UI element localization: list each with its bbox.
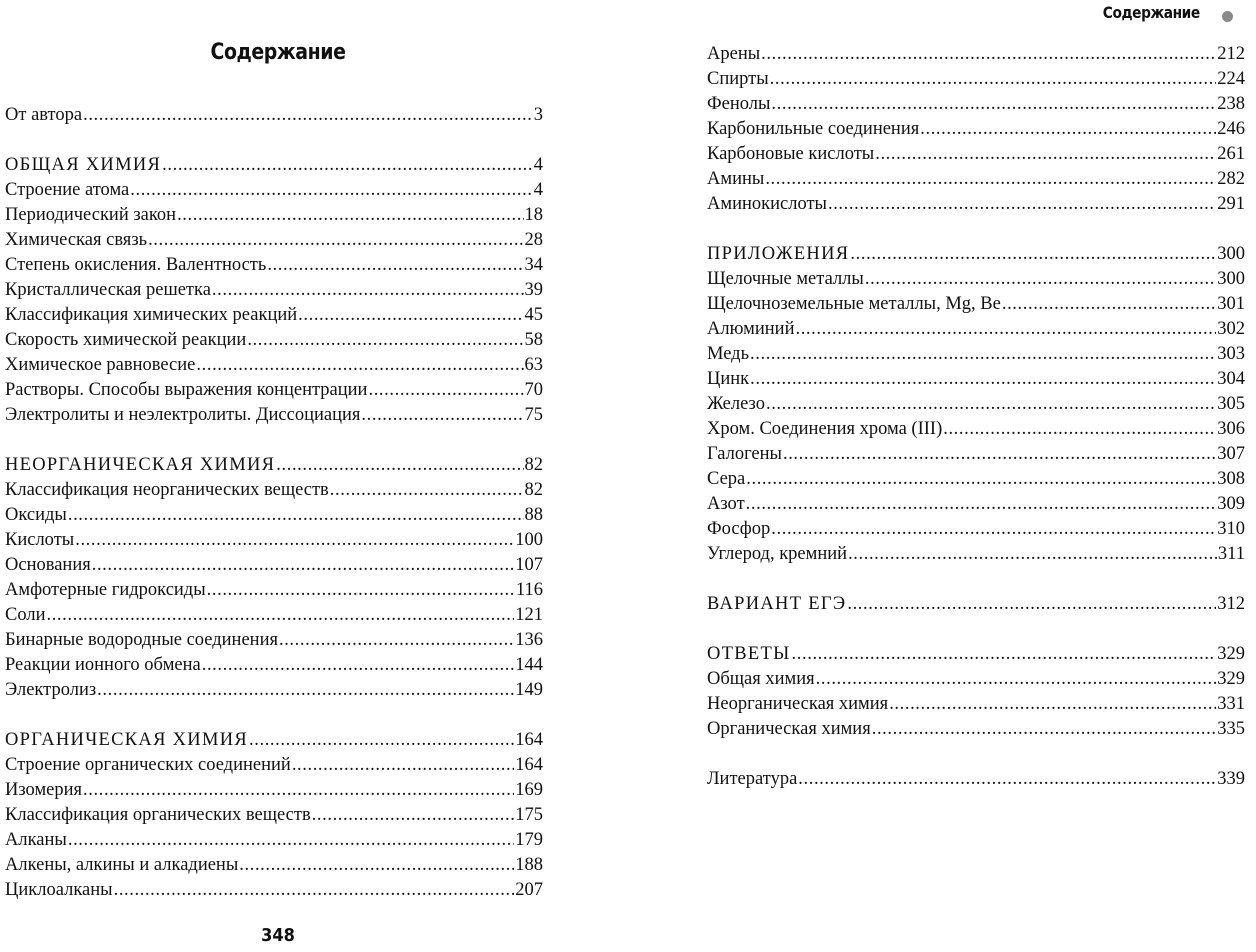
dot-leader — [750, 367, 1216, 392]
toc-section-heading — [5, 453, 543, 478]
toc-entry-label: От автора — [5, 105, 83, 125]
toc-entry — [707, 367, 1245, 392]
toc-entry — [5, 628, 543, 653]
toc-entry — [5, 578, 543, 603]
toc-entry-page: 18 — [524, 205, 543, 225]
toc-entry-label: Химическая связь — [5, 230, 148, 250]
dot-leader — [770, 67, 1217, 92]
toc-entry-label: Алканы — [5, 830, 67, 850]
dot-leader — [847, 592, 1216, 617]
dot-leader — [920, 117, 1216, 142]
toc-entry-page: 179 — [515, 830, 543, 850]
dot-leader — [276, 453, 523, 478]
dot-leader — [771, 92, 1216, 117]
toc-entry — [707, 342, 1245, 367]
dot-leader — [368, 378, 523, 403]
section-gap — [707, 567, 1245, 592]
toc-entry-label: Растворы. Способы выражения концентрации — [5, 380, 368, 400]
section-gap — [707, 217, 1245, 242]
toc-entry-label: Фенолы — [707, 94, 771, 114]
dot-leader — [68, 503, 524, 528]
toc-section-heading — [707, 642, 1245, 667]
toc-entry-label: Циклоалканы — [5, 880, 113, 900]
toc-entry-page: 291 — [1217, 194, 1245, 214]
toc-entry — [5, 803, 543, 828]
toc-entry-label: Строение атома — [5, 180, 130, 200]
toc-entry-page: 45 — [524, 305, 543, 325]
dot-leader — [798, 767, 1216, 792]
toc-entry-page: 63 — [524, 355, 543, 375]
toc-entry-label: Аминокислоты — [707, 194, 827, 214]
toc-entry-page: 308 — [1217, 469, 1245, 489]
toc-entry-page: 58 — [524, 330, 543, 350]
toc-entry-label: ОРГАНИЧЕСКАЯ ХИМИЯ — [5, 730, 249, 750]
toc-entry-page: 302 — [1217, 319, 1245, 339]
toc-entry-label: Цинк — [707, 369, 750, 389]
toc-entry — [5, 378, 543, 403]
toc-entry-page: 149 — [515, 680, 543, 700]
dot-leader — [828, 192, 1216, 217]
toc-entry-page: 224 — [1217, 69, 1245, 89]
dot-leader — [196, 353, 523, 378]
toc-entry-label: Классификация химических реакций — [5, 305, 298, 325]
toc-entry-label: Карбонильные соединения — [707, 119, 920, 139]
toc-entry — [5, 653, 543, 678]
toc-entry-label: Строение органических соединений — [5, 755, 291, 775]
dot-leader — [247, 328, 523, 353]
dot-leader — [92, 553, 515, 578]
toc-entry-page: 28 — [524, 230, 543, 250]
dot-leader — [872, 717, 1217, 742]
page-title: Содержание — [210, 40, 346, 65]
toc-entry-page: 306 — [1217, 419, 1245, 439]
toc-section-heading — [707, 242, 1245, 267]
toc-entry-label: Спирты — [707, 69, 769, 89]
toc-entry-page: 238 — [1217, 94, 1245, 114]
dot-leader — [816, 667, 1217, 692]
dot-leader — [889, 692, 1216, 717]
dot-leader — [850, 242, 1216, 267]
toc-entry-label: Щелочные металлы — [707, 269, 864, 289]
toc-entry-page: 303 — [1217, 344, 1245, 364]
toc-entry — [707, 667, 1245, 692]
toc-entry — [5, 678, 543, 703]
dot-leader — [83, 778, 514, 803]
toc-entry — [5, 753, 543, 778]
toc-entry-label: Азот — [707, 494, 745, 514]
toc-entry-page: 301 — [1217, 294, 1245, 314]
toc-entry-page: 82 — [524, 480, 543, 500]
dot-leader — [783, 442, 1216, 467]
toc-entry-label: Литература — [707, 769, 798, 789]
toc-entry-page: 121 — [515, 605, 543, 625]
toc-entry-label: Основания — [5, 555, 91, 575]
dot-leader — [207, 578, 515, 603]
dot-leader — [771, 517, 1216, 542]
toc-entry — [707, 392, 1245, 417]
toc-entry-label: Органическая химия — [707, 719, 871, 739]
toc-entry-label: Алкены, алкины и алкадиены — [5, 855, 239, 875]
dot-leader — [202, 653, 515, 678]
toc-entry — [5, 828, 543, 853]
toc-entry-label: Углерод, кремний — [707, 544, 848, 564]
dot-leader — [68, 828, 514, 853]
dot-leader — [114, 878, 515, 903]
toc-entry — [707, 692, 1245, 717]
dot-leader — [848, 542, 1217, 567]
dot-leader — [792, 642, 1217, 667]
toc-entry-page: 207 — [515, 880, 543, 900]
toc-entry — [707, 767, 1245, 792]
toc-entry-label: Электролиз — [5, 680, 97, 700]
toc-entry-page: 4 — [533, 180, 543, 200]
section-gap — [707, 617, 1245, 642]
toc-entry — [707, 117, 1245, 142]
toc-entry-label: Классификация неорганических веществ — [5, 480, 329, 500]
toc-entry — [5, 878, 543, 903]
toc-entry-page: 212 — [1217, 44, 1245, 64]
section-gap — [5, 703, 543, 728]
toc-entry-label: Химическое равновесие — [5, 355, 196, 375]
toc-entry-page: 107 — [515, 555, 543, 575]
dot-leader — [177, 203, 523, 228]
toc-entry-page: 311 — [1217, 544, 1245, 564]
toc-entry-page: 164 — [515, 730, 543, 750]
toc-entry-page: 339 — [1217, 769, 1245, 789]
toc-entry-label: Бинарные водородные соединения — [5, 630, 278, 650]
toc-entry-page: 116 — [515, 580, 543, 600]
bullet-dot-icon — [1222, 11, 1233, 22]
toc-entry-label: ОБЩАЯ ХИМИЯ — [5, 155, 162, 175]
toc-entry-page: 329 — [1217, 644, 1245, 664]
dot-leader — [765, 167, 1216, 192]
toc-entry — [707, 267, 1245, 292]
dot-leader — [361, 403, 523, 428]
toc-entry-label: Карбоновые кислоты — [707, 144, 875, 164]
toc-entry-page: 39 — [524, 280, 543, 300]
dot-leader — [162, 153, 533, 178]
toc-entry-label: Амины — [707, 169, 765, 189]
toc-entry-label: Галогены — [707, 444, 782, 464]
toc-left — [5, 103, 543, 903]
toc-entry-page: 304 — [1217, 369, 1245, 389]
toc-entry-label: Электролиты и неэлектролиты. Диссоциация — [5, 405, 361, 425]
toc-entry — [707, 167, 1245, 192]
toc-entry-page: 100 — [515, 530, 543, 550]
toc-entry — [5, 253, 543, 278]
toc-entry-page: 75 — [524, 405, 543, 425]
toc-entry-label: Щелочноземельные металлы, Mg, Be — [707, 294, 1001, 314]
dot-leader — [46, 603, 514, 628]
toc-entry — [707, 442, 1245, 467]
toc-entry-label: ОТВЕТЫ — [707, 644, 791, 664]
toc-entry — [707, 542, 1245, 567]
section-gap — [5, 428, 543, 453]
toc-right — [707, 42, 1245, 792]
toc-entry — [707, 92, 1245, 117]
toc-entry — [5, 303, 543, 328]
dot-leader — [312, 803, 515, 828]
toc-entry-label: Периодический закон — [5, 205, 177, 225]
toc-entry-label: Соли — [5, 605, 46, 625]
toc-entry — [707, 292, 1245, 317]
toc-entry — [707, 42, 1245, 67]
dot-leader — [130, 178, 533, 203]
toc-entry-label: Сера — [707, 469, 746, 489]
toc-entry-label: Неорганическая химия — [707, 694, 889, 714]
dot-leader — [943, 417, 1216, 442]
toc-entry — [707, 492, 1245, 517]
dot-leader — [746, 467, 1216, 492]
toc-entry — [5, 603, 543, 628]
dot-leader — [292, 753, 514, 778]
toc-entry-page: 4 — [533, 155, 543, 175]
toc-entry-page: 169 — [515, 780, 543, 800]
toc-entry-label: ПРИЛОЖЕНИЯ — [707, 244, 850, 264]
toc-entry — [5, 778, 543, 803]
toc-entry-label: Алюминий — [707, 319, 795, 339]
right-page — [628, 0, 1256, 952]
toc-entry-label: Хром. Соединения хрома (III) — [707, 419, 943, 439]
toc-entry — [707, 717, 1245, 742]
dot-leader — [239, 853, 514, 878]
toc-entry — [5, 203, 543, 228]
section-gap — [5, 128, 543, 153]
section-gap — [707, 742, 1245, 767]
toc-entry-page: 246 — [1217, 119, 1245, 139]
dot-leader — [97, 678, 514, 703]
toc-entry-label: Кислоты — [5, 530, 75, 550]
left-page — [0, 0, 600, 952]
dot-leader — [750, 342, 1216, 367]
toc-entry — [5, 503, 543, 528]
toc-entry — [5, 478, 543, 503]
toc-entry-label: Изомерия — [5, 780, 83, 800]
toc-entry-label: Общая химия — [707, 669, 815, 689]
toc-entry-page: 82 — [524, 455, 543, 475]
toc-entry-page: 3 — [533, 105, 543, 125]
toc-entry-label: Скорость химической реакции — [5, 330, 247, 350]
toc-entry-page: 300 — [1217, 269, 1245, 289]
toc-entry — [707, 317, 1245, 342]
dot-leader — [249, 728, 514, 753]
dot-leader — [746, 492, 1217, 517]
dot-leader — [330, 478, 524, 503]
toc-entry-label: Кристаллическая решетка — [5, 280, 211, 300]
toc-entry-page: 70 — [524, 380, 543, 400]
dot-leader — [75, 528, 514, 553]
dot-leader — [875, 142, 1216, 167]
dot-leader — [212, 278, 524, 303]
toc-entry-label: Арены — [707, 44, 761, 64]
toc-entry-page: 329 — [1217, 669, 1245, 689]
toc-entry-label: НЕОРГАНИЧЕСКАЯ ХИМИЯ — [5, 455, 276, 475]
dot-leader — [267, 253, 523, 278]
toc-entry-page: 164 — [515, 755, 543, 775]
toc-entry — [707, 142, 1245, 167]
toc-section-heading — [5, 728, 543, 753]
toc-entry-page: 188 — [515, 855, 543, 875]
toc-entry — [5, 553, 543, 578]
toc-entry-page: 34 — [524, 255, 543, 275]
toc-entry-label: Оксиды — [5, 505, 67, 525]
toc-entry — [707, 417, 1245, 442]
toc-entry-page: 335 — [1217, 719, 1245, 739]
toc-entry — [5, 328, 543, 353]
toc-entry-label: Фосфор — [707, 519, 771, 539]
toc-entry-page: 88 — [524, 505, 543, 525]
dot-leader — [761, 42, 1216, 67]
toc-entry-page: 309 — [1217, 494, 1245, 514]
dot-leader — [766, 392, 1216, 417]
toc-entry-label: ВАРИАНТ ЕГЭ — [707, 594, 847, 614]
toc-entry — [5, 228, 543, 253]
toc-entry — [5, 528, 543, 553]
toc-entry — [5, 403, 543, 428]
toc-section-heading — [707, 592, 1245, 617]
dot-leader — [795, 317, 1216, 342]
page-number: 348 — [261, 925, 295, 946]
dot-leader — [298, 303, 523, 328]
toc-entry — [707, 192, 1245, 217]
toc-entry-page: 312 — [1217, 594, 1245, 614]
dot-leader — [865, 267, 1216, 292]
toc-entry-page: 282 — [1217, 169, 1245, 189]
toc-entry — [707, 467, 1245, 492]
dot-leader — [148, 228, 523, 253]
toc-entry — [707, 67, 1245, 92]
toc-entry-label: Медь — [707, 344, 750, 364]
toc-entry-page: 261 — [1217, 144, 1245, 164]
toc-entry — [5, 103, 543, 128]
toc-entry-page: 305 — [1217, 394, 1245, 414]
toc-entry — [5, 853, 543, 878]
dot-leader — [1002, 292, 1216, 317]
toc-entry-page: 300 — [1217, 244, 1245, 264]
toc-entry-page: 307 — [1217, 444, 1245, 464]
toc-entry — [5, 278, 543, 303]
toc-entry-label: Железо — [707, 394, 765, 414]
toc-entry-page: 331 — [1217, 694, 1245, 714]
running-head: Содержание — [1102, 3, 1200, 22]
dot-leader — [279, 628, 514, 653]
toc-entry-page: 310 — [1217, 519, 1245, 539]
toc-entry-page: 144 — [515, 655, 543, 675]
toc-entry-label: Классификация органических веществ — [5, 805, 311, 825]
toc-entry — [5, 178, 543, 203]
toc-entry — [707, 517, 1245, 542]
toc-entry-label: Амфотерные гидроксиды — [5, 580, 206, 600]
toc-section-heading — [5, 153, 543, 178]
dot-leader — [83, 103, 533, 128]
toc-entry-label: Реакции ионного обмена — [5, 655, 201, 675]
toc-entry-page: 175 — [515, 805, 543, 825]
toc-entry-page: 136 — [515, 630, 543, 650]
toc-entry — [5, 353, 543, 378]
toc-entry-label: Степень окисления. Валентность — [5, 255, 267, 275]
